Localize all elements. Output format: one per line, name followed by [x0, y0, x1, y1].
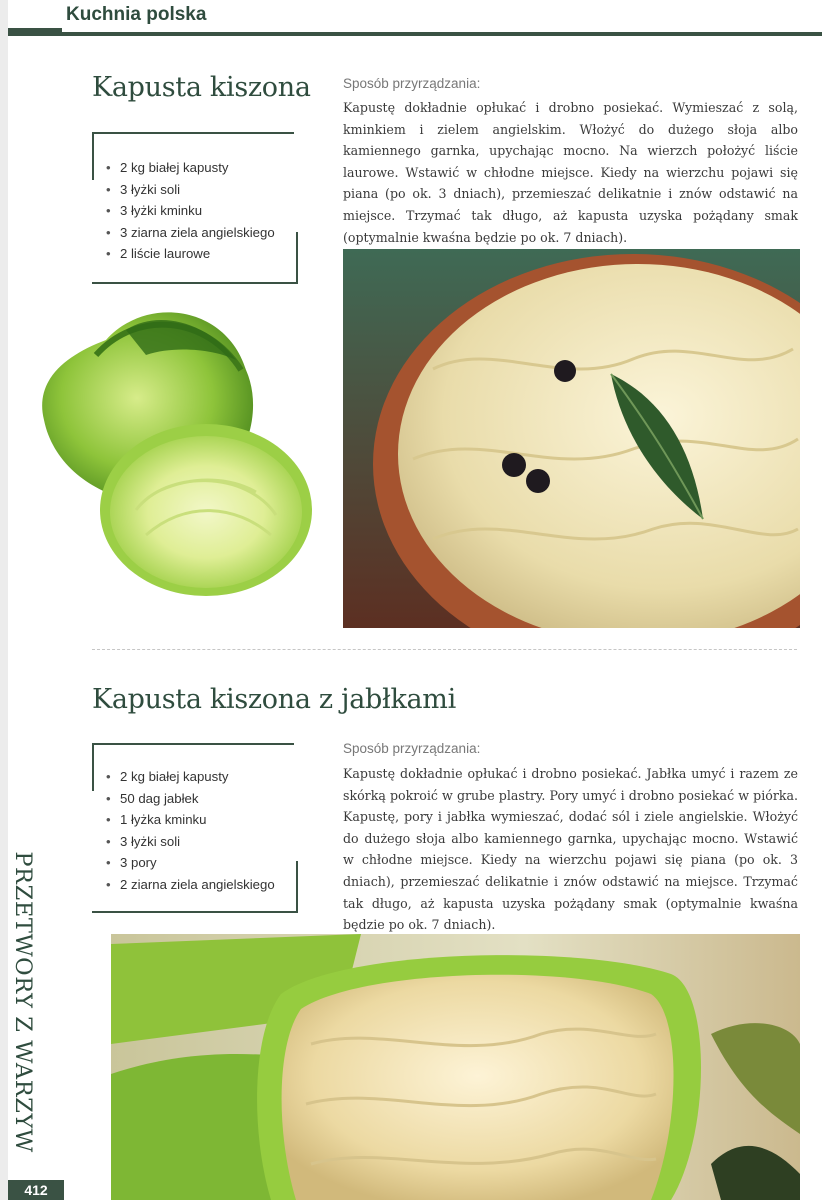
chapter-side-label	[8, 826, 38, 1178]
section-title: Kuchnia polska	[66, 4, 207, 25]
box-rule-top	[92, 743, 294, 745]
method-text-2: Kapustę dokładnie opłukać i drobno posiekać. Jabłka umyć i razem ze skórką pokroić w grube plastry. Pory umyć i drobno posiekać w piórka. Kapustę, pory i jabłka wymieszać, dodać sól i ziele angielskie. Włożyć do dużego słoja albo kamiennego garnka, upychając mocno. Wstawić w chłodne miejsce. Kiedy na wierzchu pojawi się piana (po ok. 3 dniach), przemieszać delikatnie i znów odstawić na miejsce. Trzymać tak długo, aż kapusta uzyska pożądany smak (optymalnie kwaśna będzie po ok. 7 dniach).	[343, 766, 798, 933]
ingredient-item: • 3 łyżki soli	[106, 181, 181, 197]
method-text-1: Kapustę dokładnie opłukać i drobno posiekać. Wymieszać z solą, kminkiem i zielem angielskim. Włożyć do dużego słoja albo kamiennego garnka, upychając mocno. Na wierzch położyć liście laurowe. Wstawić w chłodne miejsce. Kiedy na wierzchu pojawi się piana (po ok. 3 dniach), przemieszać delikatnie i znów odstawić na miejsce. Trzymać tak długo, aż kapusta uzyska pożądany smak (optymalnie kwaśna będzie po ok. 7 dniach).	[343, 100, 798, 245]
ingredient-item: • 2 liście laurowe	[106, 246, 211, 262]
ingredient-item: • 1 łyżka kminku	[106, 812, 207, 828]
ingredient-item: • 3 ziarna ziela angielskiego	[106, 224, 275, 240]
recipe-title-2: Kapusta kiszona z jabłkami	[92, 684, 456, 715]
page-edge	[0, 0, 8, 1200]
ingredients-list-1	[106, 157, 275, 265]
box-rule-top	[92, 132, 294, 134]
ingredients-box-1	[92, 132, 298, 284]
chapter-side-label-text: PRZETWORY Z WARZYW	[10, 851, 36, 1153]
ingredient-item: • 2 kg białej kapusty	[106, 160, 229, 175]
box-rule-right	[296, 861, 298, 913]
recipe-title-1: Kapusta kiszona	[92, 72, 311, 103]
ingredients-box-2	[92, 743, 298, 913]
ingredient-item: • 3 łyżki kminku	[106, 203, 203, 219]
method-label-2: Sposób przyrządzania:	[343, 741, 481, 756]
box-rule-right	[296, 232, 298, 284]
method-label-1: Sposób przyrządzania:	[343, 76, 481, 91]
ingredient-item: • 50 dag jabłek	[106, 790, 199, 806]
header-rule	[8, 32, 822, 36]
page-number: 412	[8, 1180, 64, 1200]
box-rule-left	[92, 743, 94, 791]
box-rule-bottom	[92, 911, 298, 913]
box-rule-bottom	[92, 282, 298, 284]
ingredients-list-2	[106, 766, 275, 896]
ingredient-item: • 2 kg białej kapusty	[106, 769, 229, 784]
section-divider	[92, 649, 797, 650]
box-rule-left	[92, 132, 94, 180]
sauerkraut-photo-2	[111, 934, 800, 1200]
ingredient-item: • 2 ziarna ziela angielskiego	[106, 876, 275, 892]
ingredient-item: • 3 pory	[106, 855, 157, 871]
cabbage-photo	[36, 300, 316, 604]
ingredient-item: • 3 łyżki soli	[106, 833, 181, 849]
sauerkraut-photo-1	[343, 249, 800, 628]
